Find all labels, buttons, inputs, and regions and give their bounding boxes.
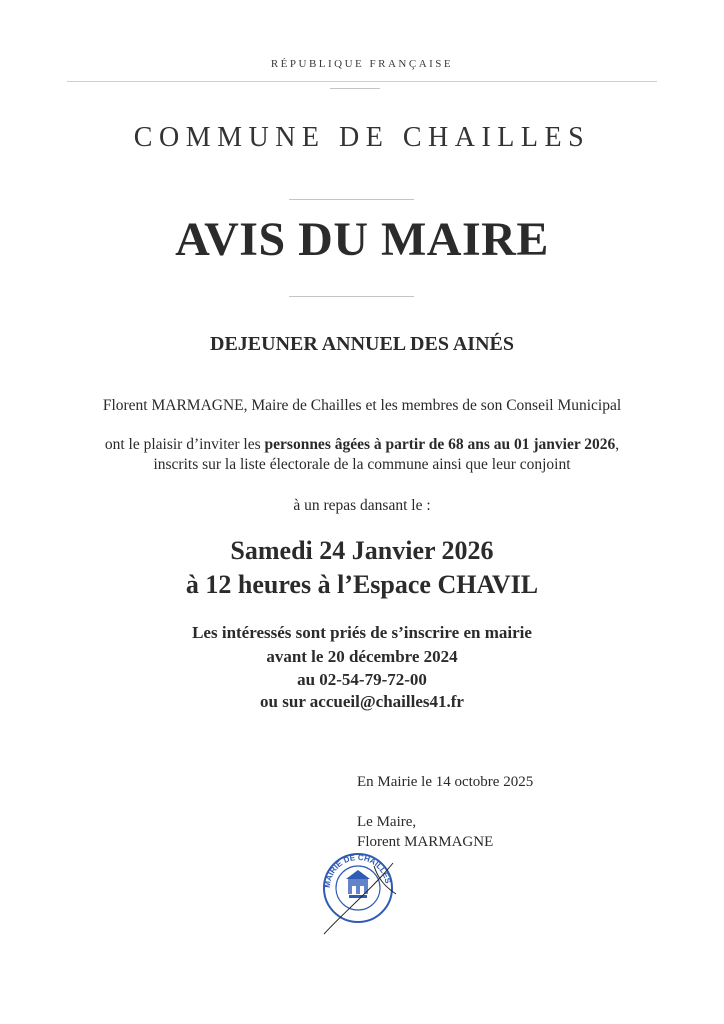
invite-line-2: inscrits sur la liste électorale de la commune ainsi que leur conjoint bbox=[153, 456, 571, 473]
title-divider-top bbox=[289, 199, 414, 200]
inscription-phone: au 02-54-79-72-00 bbox=[297, 670, 427, 689]
republique-francaise-label: RÉPUBLIQUE FRANÇAISE bbox=[270, 58, 454, 70]
inscription-line-2: avant le 20 décembre 2024 bbox=[266, 647, 458, 666]
signature-date: En Mairie le 14 octobre 2025 bbox=[357, 774, 534, 790]
header-short-divider bbox=[330, 88, 380, 89]
title-divider-bottom bbox=[289, 296, 414, 297]
event-place: à 12 heures à l’Espace CHAVIL bbox=[185, 570, 539, 599]
page-title: AVIS DU MAIRE bbox=[175, 213, 549, 266]
invite-line-1 bbox=[0, 436, 724, 454]
repas-text: à un repas dansant le : bbox=[293, 497, 431, 514]
mairie-stamp bbox=[318, 848, 428, 940]
header-divider bbox=[67, 81, 657, 82]
inscription-email: ou sur accueil@chailles41.fr bbox=[260, 692, 464, 711]
invite-bold: personnes âgées à partir de 68 ans au 01 janvier 2026 bbox=[264, 436, 616, 453]
invite-prefix: ont le plaisir d’inviter les bbox=[104, 436, 265, 453]
invite-suffix: , bbox=[615, 436, 620, 453]
event-subtitle: DEJEUNER ANNUEL DES AINÉS bbox=[210, 333, 514, 355]
commune-name: COMMUNE DE CHAILLES bbox=[133, 122, 591, 153]
stamp-emblem bbox=[346, 870, 370, 898]
signature-role: Le Maire, bbox=[357, 814, 417, 830]
inscription-line-1: Les intéressés sont priés de s’inscrire en mairie bbox=[192, 623, 532, 642]
event-date: Samedi 24 Janvier 2026 bbox=[230, 536, 494, 565]
signature-name: Florent MARMAGNE bbox=[357, 834, 494, 850]
intro-text: Florent MARMAGNE, Maire de Chailles et les membres de son Conseil Municipal bbox=[102, 397, 622, 414]
stamp-text: MAIRIE DE CHAILLES bbox=[322, 852, 393, 889]
